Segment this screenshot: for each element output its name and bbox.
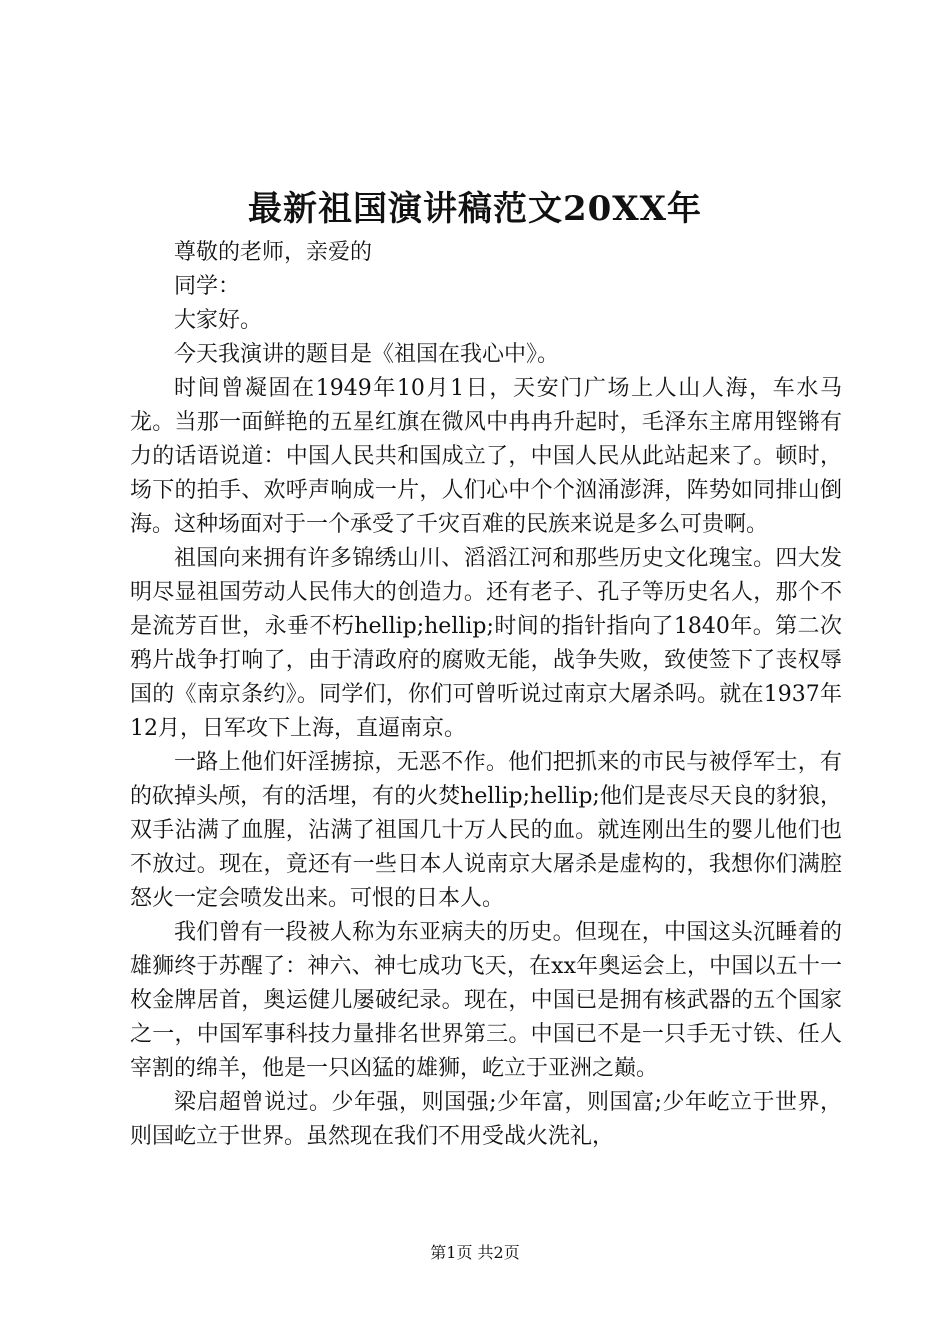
paragraph-nanjing: 一路上他们奸淫掳掠，无恶不作。他们把抓来的市民与被俘军士，有的砍掉头颅，有的活埋，有的火焚hellip;hellip;他们是丧尽天良的豺狼，双手沾满了血腥，沾满了祖国几十万人民的血。就连刚出生的婴儿他们也不放过。现在，竟还有一些日本人说南京大屠杀是虚构的，我想你们满腔怒火一定会喷发出来。可恨的日本人。 (130, 750, 842, 911)
paragraph-greeting-2: 同学： (174, 274, 241, 299)
paragraph-awakening: 我们曾有一段被人称为东亚病夫的历史。但现在，中国这头沉睡着的雄狮终于苏醒了：神六、神七成功飞天，在xx年奥运会上，中国以五十一枚金牌居首，奥运健儿屡破纪录。现在，中国已是拥有核武器的五个国家之一，中国军事科技力量排名世界第三。中国已不是一只手无寸铁、任人宰割的绵羊，他是一只凶猛的雄狮，屹立于亚洲之巅。 (130, 920, 842, 1081)
paragraph-1949: 时间曾凝固在1949年10月1日，天安门广场上人山人海，车水马龙。当那一面鲜艳的五星红旗在微风中冉冉升起时，毛泽东主席用铿锵有力的话语说道：中国人民共和国成立了，中国人民从此站起来了。顿时，场下的拍手、欢呼声响成一片，人们心中个个汹涌澎湃，阵势如同排山倒海。这种场面对于一个承受了千灾百难的民族来说是多么可贵啊。 (130, 376, 842, 537)
page-footer: 第1页 共2页 (430, 1243, 520, 1262)
paragraph-greeting-1: 尊敬的老师，亲爱的 (174, 240, 373, 265)
paragraph-history: 祖国向来拥有许多锦绣山川、滔滔江河和那些历史文化瑰宝。四大发明尽显祖国劳动人民伟大的创造力。还有老子、孔子等历史名人，那个不是流芳百世，永垂不朽hellip;hellip;时间的指针指向了1840年。第二次鸦片战争打响了，由于清政府的腐败无能，战争失败，致使签下了丧权辱国的《南京条约》。同学们，你们可曾听说过南京大屠杀吗。就在1937年12月，日军攻下上海，直逼南京。 (130, 546, 842, 741)
document-title: 最新祖国演讲稿范文20XX年 (247, 189, 703, 229)
paragraph-topic: 今天我演讲的题目是《祖国在我心中》。 (174, 342, 560, 367)
paragraph-liang-qichao: 梁启超曾说过。少年强，则国强;少年富，则国富;少年屹立于世界，则国屹立于世界。虽然现在我们不用受战火洗礼， (130, 1090, 842, 1149)
paragraph-hello: 大家好。 (174, 308, 263, 333)
document-body (130, 236, 842, 1154)
